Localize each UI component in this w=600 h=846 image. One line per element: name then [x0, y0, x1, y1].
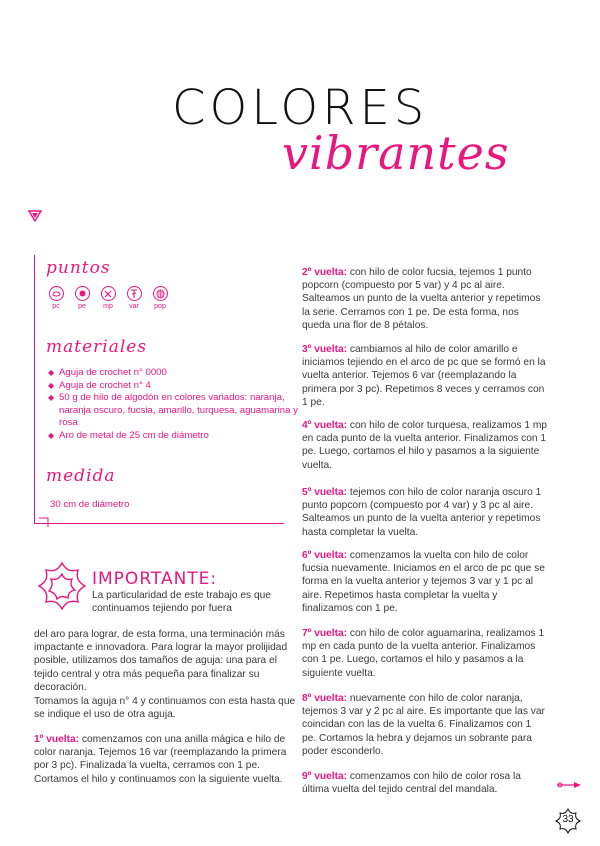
round-text: con hilo de color aguamarina, realizamos 1 mp en cada punto de la vuelta anterior. Finalizamos con 1 pe. Luego, cortamos el hilo y pasamos a la siguiente vuelta.	[302, 628, 545, 679]
materials-list	[48, 367, 298, 443]
stitch-mp	[98, 286, 118, 310]
popcorn-stitch-icon	[153, 286, 168, 301]
round-3	[302, 343, 548, 409]
importante-text-cont: del aro para lograr, de esta forma, una terminación más impactante e innovadora. Para lograr la mayor prolijidad posible, utilizamos dos tamaños de aguja: una para el tejido central y otra más pequeña para finalizar su decoración.	[34, 629, 288, 693]
round-label: 6º vuelta:	[302, 550, 348, 561]
stitch-var	[124, 286, 144, 310]
diamond-bullet-icon: ◆	[48, 368, 55, 377]
list-item: ◆ Aguja de crochet n° 0000	[48, 367, 167, 378]
round-text: con hilo de color fucsia, tejemos 1 punto popcorn (compuesto por 5 var) y 4 pc al aire. Salteamos un punto de la vuelta anterior y repetimos la serie. Cerramos con 1 pe. De esta forma, nos queda una flor de 8 pétalos.	[302, 267, 541, 331]
round-5	[302, 486, 548, 539]
round-label: 8º vuelta:	[302, 693, 348, 704]
stitch-pe	[72, 286, 92, 310]
stitch-label: pop	[154, 303, 166, 310]
round-label: 3º vuelta:	[302, 344, 348, 355]
double-crochet-icon	[127, 286, 142, 301]
round-label: 1º vuelta:	[34, 734, 80, 745]
round-9	[302, 770, 548, 796]
stitch-label: mp	[103, 303, 113, 310]
materiales-heading: materiales	[46, 337, 148, 357]
stitch-pc	[46, 286, 66, 310]
round-7	[302, 627, 548, 680]
stitch-label: pe	[78, 303, 86, 310]
stitch-label: var	[129, 303, 139, 310]
round-2	[302, 266, 548, 332]
round-text: comenzamos con hilo de color rosa la última vuelta del tejido central del mandala.	[302, 771, 521, 796]
diamond-bullet-icon: ◆	[48, 430, 55, 440]
round-text: con hilo de color turquesa, realizamos 1 mp en cada punto de la vuelta anterior. Finalizamos con 1 pe. Luego, cortamos el hilo y pasamos a la siguiente vuelta.	[302, 420, 547, 471]
round-text: tejemos con hilo de color naranja oscuro 1 punto popcorn (compuesto por 4 var) y 3 pc al aire. Salteamos un punto de la vuelta anterior y repetimos hasta completar la vuelta.	[302, 487, 542, 538]
triangle-marker-icon	[28, 210, 42, 222]
round-label: 2º vuelta:	[302, 267, 348, 278]
stitch-legend	[46, 286, 170, 310]
crochet-hook-icon	[556, 780, 582, 790]
list-item: ◆ Aro de metal de 25 cm de diámetro	[48, 429, 209, 441]
round-6	[302, 549, 548, 615]
corner-ornament-icon	[38, 517, 54, 531]
chain-stitch-icon	[49, 286, 64, 301]
round-label: 5º vuelta:	[302, 487, 348, 498]
round-text: nuevamente con hilo de color naranja, tejemos 3 var y 2 pc al aire. Es importante que las var coincidan con las de la vuelta 6. Finalizamos con 1 pe. Cortamos la hebra y dejamos un sobrante para poder esconderlo.	[302, 693, 545, 757]
page-title: COLORES	[172, 80, 429, 136]
paragraph: Tomamos la aguja n° 4 y continuamos con esta hasta que se indique el uso de otra aguja.	[34, 696, 296, 721]
page-subtitle: vibrantes	[282, 126, 510, 180]
list-item: ◆ 50 g de hilo de algodón en colores variados: naranja, naranja oscuro, fucsia, amarillo, turquesa, aguamarina y rosa	[48, 392, 298, 429]
importante-heading: IMPORTANTE:	[92, 569, 218, 589]
round-text: comenzamos con una anilla mágica e hilo de color naranja. Tejemos 16 var (reemplazando la primera por 3 pc). Finalizada la vuelta, cerramos con 1 pe. Cortamos el hilo y continuamos con la siguiente vuelta.	[34, 734, 287, 785]
list-item: ◆ Aguja de crochet n° 4	[48, 379, 151, 391]
puntos-heading: puntos	[46, 258, 111, 278]
slip-stitch-icon	[75, 286, 90, 301]
round-label: 4º vuelta:	[302, 420, 348, 431]
round-1	[34, 733, 296, 786]
page-number-badge	[555, 808, 581, 834]
round-8	[302, 692, 548, 758]
medida-heading: medida	[46, 466, 116, 486]
round-label: 7º vuelta:	[302, 628, 348, 639]
diamond-bullet-icon: ◆	[48, 380, 55, 390]
round-text: cambiamos al hilo de color amarillo e iniciamos tejiendo en el arco de pc que se formó en la vuelta anterior. Tejemos 6 var (reemplazando la primera por 3 pc). Repetimos 8 veces y cerramos con 1 pe.	[302, 344, 546, 408]
diamond-bullet-icon: ◆	[48, 393, 55, 403]
round-text: comenzamos la vuelta con hilo de color fucsia nuevamente. Iniciamos en el arco de pc que se forma en la vuelta anterior y tejemos 3 var y 1 pc al aire. Repetimos hasta completar la vuelta y finalizamos con 1 pe.	[302, 550, 545, 614]
importante-text: La particularidad de este trabajo es que continuamos tejiendo por fuera	[92, 590, 271, 615]
round-4	[302, 419, 548, 472]
medida-value: 30 cm de diámetro	[50, 499, 130, 510]
stitch-label: pc	[52, 303, 60, 310]
single-crochet-icon	[101, 286, 116, 301]
stitch-pop	[150, 286, 170, 310]
flower-icon	[36, 560, 88, 612]
round-label: 9º vuelta:	[302, 771, 348, 782]
page-number: 33	[562, 814, 574, 825]
